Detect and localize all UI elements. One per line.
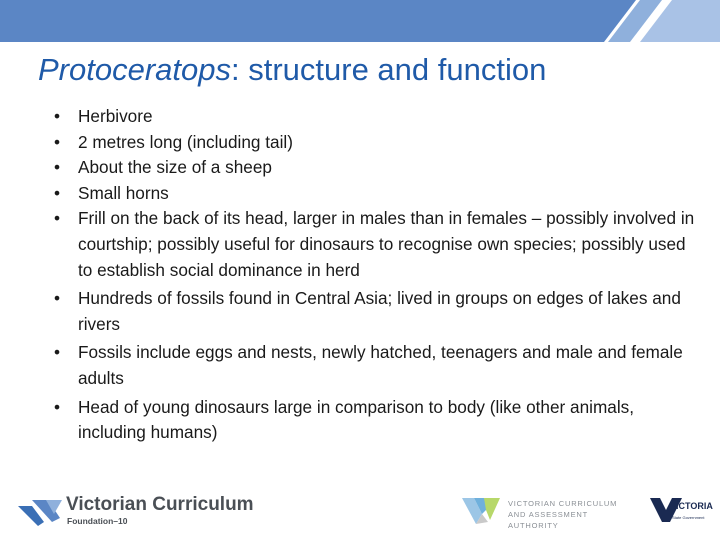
slide-title xyxy=(38,52,708,88)
title-species: Protoceratops xyxy=(38,52,231,87)
bullet-list xyxy=(50,104,700,446)
bullet-item: • Hundreds of fossils found in Central Asia; lived in groups on edges of lakes and rivers xyxy=(50,286,700,337)
title-rest: : structure and function xyxy=(231,52,547,87)
vcaa-logo-text xyxy=(508,498,628,531)
bullet-item: • About the size of a sheep xyxy=(50,155,700,181)
bullet-item: • Frill on the back of its head, larger in males than in females – possibly involved in courtship; possibly useful for dinosaurs to recognise own species; possibly used to establish social dominance in herd xyxy=(50,206,700,283)
bullet-item: • Head of young dinosaurs large in comparison to body (like other animals, including humans) xyxy=(50,395,700,446)
vcaa-logo-icon xyxy=(462,494,502,526)
bullet-item: • Small horns xyxy=(50,181,700,207)
top-banner xyxy=(0,0,720,42)
bullet-item: • Fossils include eggs and nests, newly hatched, teenagers and male and female adults xyxy=(50,340,700,391)
bullet-item: • 2 metres long (including tail) xyxy=(50,130,700,156)
victoria-state-government-logo-icon xyxy=(646,492,713,532)
vc-logo-name: Victorian Curriculum xyxy=(66,494,254,515)
vic-gov-wordmark: VICTORIA xyxy=(670,501,713,511)
bullet-item: • Herbivore xyxy=(50,104,700,130)
vic-gov-sub: State Government xyxy=(672,515,705,520)
vcaa-line-1: VICTORIAN CURRICULUM xyxy=(508,499,618,508)
vcaa-line-2: AND ASSESSMENT AUTHORITY xyxy=(508,510,588,530)
vc-logo-sub: Foundation–10 xyxy=(67,516,128,526)
